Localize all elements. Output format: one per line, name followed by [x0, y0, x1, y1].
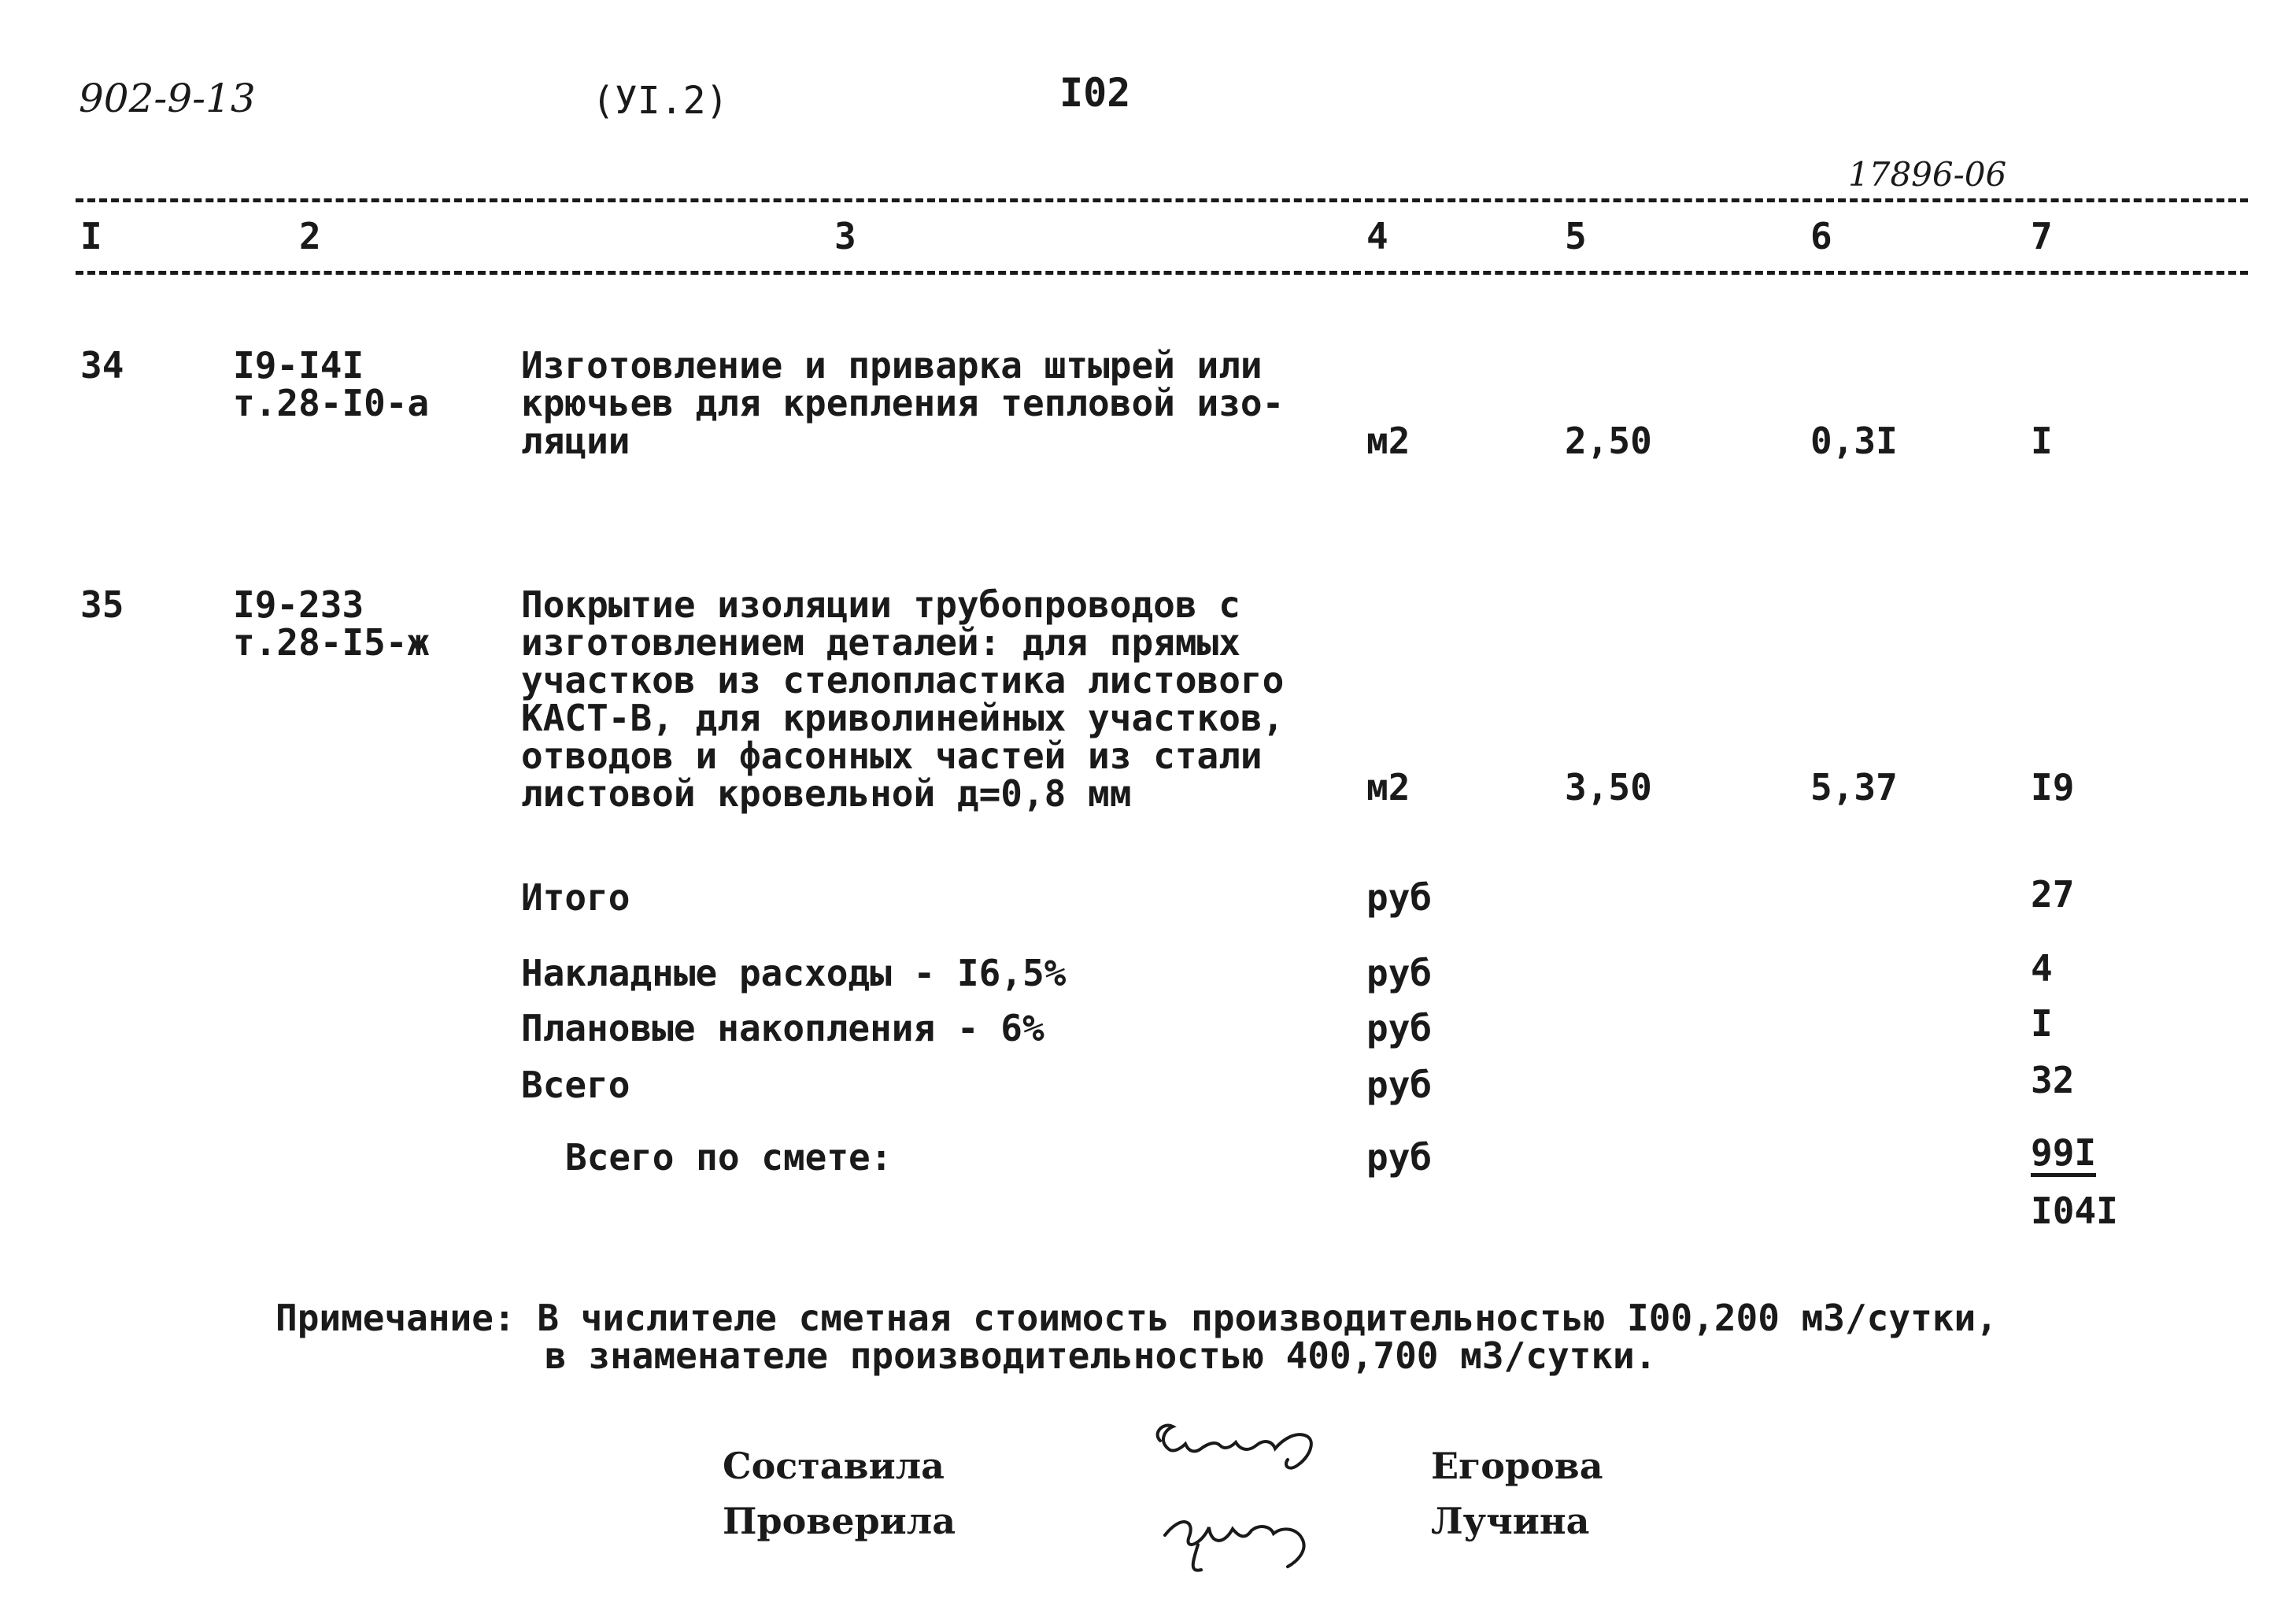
handwritten-signature-luchina	[1157, 1488, 1330, 1582]
summary-label: Плановые накопления - 6%	[521, 1007, 1044, 1049]
summary-value: 32	[2031, 1059, 2075, 1101]
row-total: I9	[2031, 766, 2075, 809]
row-code: I9-233	[233, 583, 364, 626]
row-price: 0,3I	[1810, 420, 1898, 462]
summary-unit: руб	[1366, 952, 1433, 994]
summary-label: Всего	[521, 1064, 630, 1106]
row-description-line: Изготовление и приварка штырей или	[521, 344, 1263, 387]
column-header-1: I	[80, 215, 102, 257]
row-price: 5,37	[1810, 766, 1898, 809]
row-description-line: изготовлением деталей: для прямых	[521, 621, 1240, 664]
row-quantity: 3,50	[1565, 766, 1652, 809]
row-description-line: ляции	[521, 420, 630, 462]
row-quantity: 2,50	[1565, 420, 1652, 462]
signature-role: Проверила	[723, 1500, 956, 1542]
column-header-3: 3	[834, 215, 856, 257]
summary-label: Накладные расходы - I6,5%	[521, 952, 1067, 994]
row-description-line: листовой кровельной д=0,8 мм	[521, 772, 1132, 815]
column-header-4: 4	[1366, 215, 1388, 257]
summary-value: 4	[2031, 947, 2053, 990]
summary-unit: руб	[1366, 1007, 1433, 1049]
row-description-line: Покрытие изоляции трубопроводов с	[521, 583, 1240, 626]
note-line-2: в знаменателе производительностью 400,700 м3/сутки.	[545, 1334, 1657, 1377]
row-number: 34	[80, 344, 124, 387]
row-unit: м2	[1366, 766, 1411, 809]
row-total: I	[2031, 420, 2053, 462]
row-code: I9-I4I	[233, 344, 364, 387]
signer-name: Егорова	[1431, 1445, 1603, 1487]
section-number: (УI.2)	[592, 79, 729, 123]
row-number: 35	[80, 583, 124, 626]
row-description-line: КАСТ-В, для криволинейных участков,	[521, 697, 1285, 739]
signature-role: Составила	[723, 1445, 945, 1487]
row-table-ref: т.28-I5-ж	[233, 621, 430, 664]
note-line-1: Примечание: В числителе сметная стоимость производительностью I00,200 м3/сутки,	[275, 1297, 1998, 1339]
column-header-2: 2	[299, 215, 321, 257]
row-table-ref: т.28-I0-а	[233, 382, 430, 424]
signer-name: Лучина	[1431, 1500, 1590, 1542]
table-top-rule	[76, 198, 2248, 202]
page-number: I02	[1059, 70, 1131, 116]
column-header-6: 6	[1810, 215, 1832, 257]
doc-code: 902-9-13	[79, 76, 256, 121]
grand-total-unit: руб	[1366, 1136, 1433, 1179]
archive-number: 17896-06	[1848, 155, 2007, 194]
grand-total-label: Всего по смете:	[565, 1136, 893, 1179]
row-description-line: отводов и фасонных частей из стали	[521, 735, 1263, 777]
summary-value: 27	[2031, 873, 2075, 916]
summary-unit: руб	[1366, 1064, 1433, 1106]
summary-unit: руб	[1366, 876, 1433, 919]
row-description-line: крючьев для крепления тепловой изо-	[521, 382, 1285, 424]
summary-label: Итого	[521, 876, 630, 919]
row-description-line: участков из стелопластика листового	[521, 659, 1285, 701]
summary-value: I	[2031, 1002, 2053, 1045]
column-header-5: 5	[1565, 215, 1587, 257]
grand-total-numerator: 99I	[2031, 1134, 2096, 1177]
table-header-bottom-rule	[76, 271, 2248, 275]
column-header-7: 7	[2031, 215, 2053, 257]
row-unit: м2	[1366, 420, 1411, 462]
grand-total-denominator: I04I	[2031, 1190, 2118, 1232]
handwritten-signature-egorova	[1149, 1417, 1330, 1488]
